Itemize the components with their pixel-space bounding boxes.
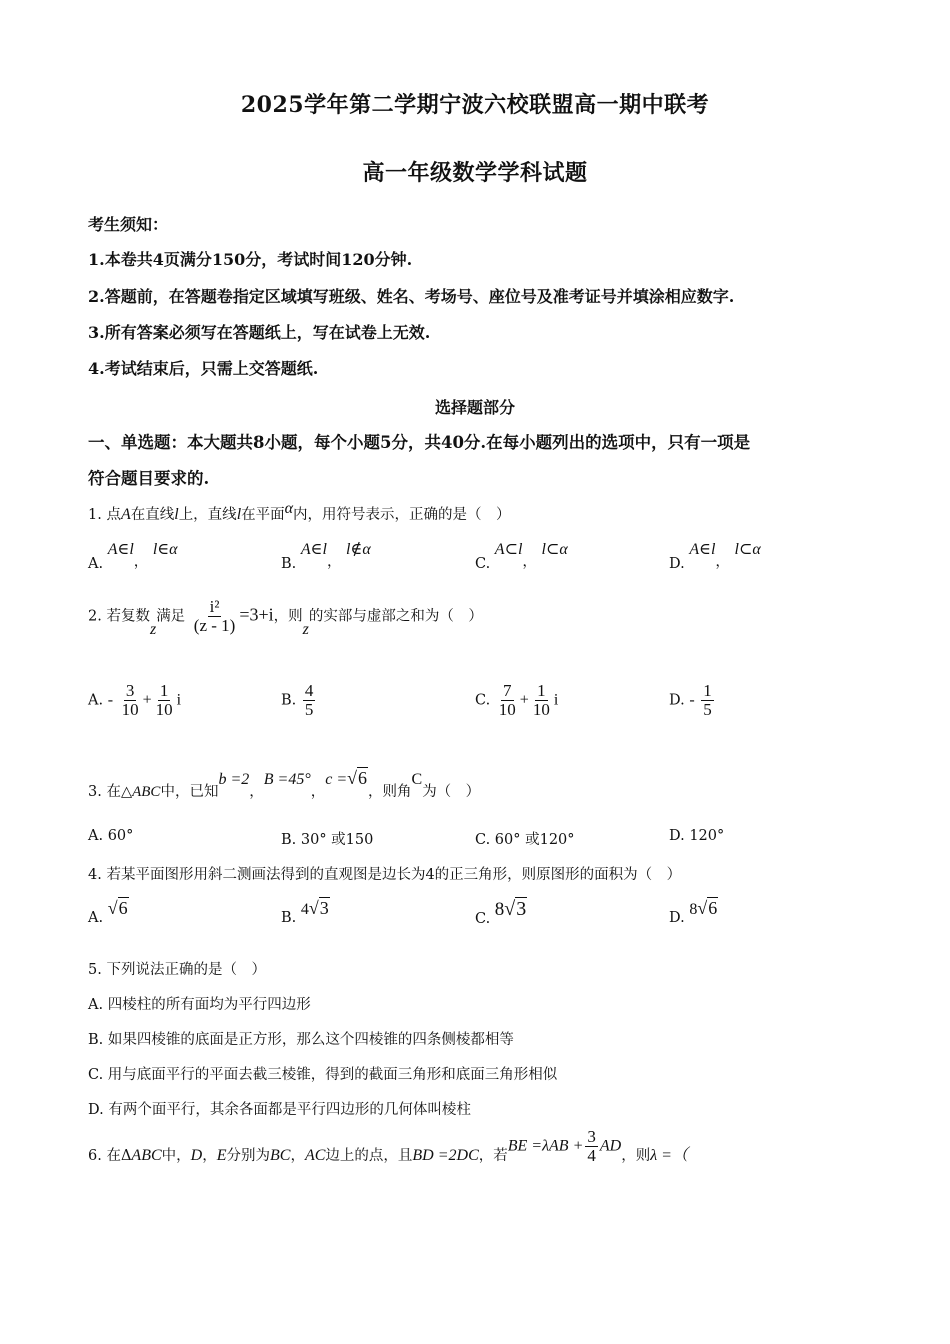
q1-option-c[interactable]: C. A⊂l， l⊂α (475, 541, 568, 572)
question-2-stem (88, 597, 483, 639)
option-fraction (154, 682, 175, 719)
exam-subtitle: 高一年级数学学科试题 (362, 160, 588, 186)
q3-given-c: c = (325, 771, 348, 788)
q1-line-l: l (174, 506, 179, 523)
option-fraction (120, 682, 141, 719)
q6-text: ， (202, 1148, 217, 1165)
q4-option-a[interactable] (88, 898, 129, 926)
q1-text: 在直线 (130, 507, 175, 523)
q6-vector-ad: AD (599, 1137, 622, 1155)
option-letter: D. (669, 556, 685, 572)
option-imag-unit: i (176, 691, 182, 709)
notice-item-4: 4.考试结束后，只需上交答题纸. (88, 359, 319, 378)
notice-item-2: 2.答题前，在答题卷指定区域填写班级、姓名、考场号、座位号及准考证号并填涂相应数字. (88, 287, 735, 306)
q5-option-a[interactable]: A. 四棱柱的所有面均为平行四边形 (88, 997, 311, 1013)
q6-triangle: ABC (131, 1147, 162, 1165)
q2-fraction (192, 598, 238, 635)
question-3-stem: 3. 在△ABC中，已知b =2，B =45°，c =√6，则角C为（ ） (88, 768, 481, 800)
option-letter: A. (88, 556, 104, 572)
fraction-numerator: 7 (503, 681, 512, 700)
option-sign: - (689, 691, 695, 709)
q3-sqrt: √6 (347, 768, 368, 788)
q3-text: 3. 在△ (88, 784, 133, 800)
q3-text: 为（ ） (422, 784, 481, 800)
option-letter: B. (281, 692, 297, 709)
q3-triangle: ABC (132, 784, 161, 800)
q2-text: 满足 (156, 608, 186, 625)
q2-option-d[interactable] (669, 682, 716, 719)
q6-text: ， (290, 1148, 305, 1165)
q2-text: 的实部与虚部之和为（ ） (308, 608, 483, 625)
q6-text: ，若 (478, 1148, 508, 1165)
q1-plane-alpha: α (284, 500, 294, 517)
option-coefficient: 8 (689, 901, 698, 918)
sqrt-radicand: 6 (708, 898, 718, 918)
q6-condition: BD =2DC (412, 1147, 479, 1165)
option-fraction (303, 682, 316, 719)
fraction-denominator: 4 (587, 1145, 596, 1165)
q3-option-b[interactable]: B. 30° 或150 (281, 832, 374, 848)
option-letter: C. (475, 556, 491, 572)
section-intro-line1: 一、单选题：本大题共8小题，每个小题5分，共40分.在每小题列出的选项中，只有一项是 (88, 433, 751, 452)
option-fraction (701, 682, 714, 719)
option-letter: B. (281, 910, 297, 926)
fraction-denominator: 10 (498, 699, 516, 719)
fraction-numerator: i² (209, 597, 220, 616)
option-math: A⊂l (494, 541, 523, 558)
q1-option-a[interactable]: A. A∈l， l∈α (88, 541, 178, 572)
question-6-stem (88, 1128, 688, 1165)
q6-segment-ac: AC (304, 1147, 326, 1165)
q3-given-b: b =2 (218, 771, 250, 788)
fraction-denominator: 5 (703, 699, 712, 719)
exam-title: 2025学年第二学期宁波六校联盟高一期中联考 (240, 92, 710, 118)
fraction-numerator: 1 (703, 681, 712, 700)
option-math: l∉α (346, 541, 371, 558)
option-math: l⊂α (734, 541, 761, 558)
fraction-numerator: 1 (159, 681, 169, 700)
q3-given-angle-b: B =45° (263, 771, 311, 788)
option-math: A∈l (300, 541, 327, 558)
q4-option-d[interactable] (669, 898, 718, 926)
q5-option-b[interactable]: B. 如果四棱锥的底面是正方形，那么这个四棱锥的四条侧棱都相等 (88, 1032, 514, 1048)
option-coefficient: 8 (494, 899, 505, 920)
q6-text: 中， (161, 1148, 191, 1165)
q3-option-d[interactable]: D. 120° (669, 828, 725, 844)
q2-option-b[interactable] (281, 682, 317, 719)
q3-text: 中，已知 (160, 784, 219, 800)
sqrt-radicand: 6 (358, 768, 368, 788)
option-plus: + (142, 691, 152, 709)
q6-text: 分别为 (226, 1148, 270, 1165)
fraction-denominator: 10 (121, 699, 139, 719)
fraction-denominator: (z - 1) (193, 615, 236, 635)
q2-text: ，则 (273, 608, 303, 625)
q1-line-l: l (236, 506, 242, 523)
option-fraction (531, 682, 552, 719)
fraction-numerator: 1 (537, 681, 546, 700)
q1-text: 内，用符号表示，正确的是（ ） (293, 507, 511, 523)
fraction-denominator: 5 (304, 699, 314, 719)
section-intro-line2: 符合题目要求的. (88, 469, 210, 488)
option-fraction (497, 682, 518, 719)
q6-text: ，则 (621, 1148, 651, 1165)
sqrt-radicand: 3 (516, 898, 527, 920)
option-letter: D. (669, 910, 685, 926)
section-heading: 选择题部分 (434, 398, 515, 417)
option-letter: C. (475, 911, 491, 927)
q6-lambda: λ =（ (650, 1147, 688, 1165)
q4-option-b[interactable] (281, 898, 330, 926)
q3-option-a[interactable]: A. 60° (88, 828, 134, 844)
option-math: A∈l (107, 541, 134, 558)
q6-point-d: D (190, 1147, 203, 1165)
q6-text: 6. 在Δ (88, 1148, 132, 1165)
fraction-numerator: 3 (587, 1127, 596, 1146)
option-sqrt: √3 (308, 898, 329, 918)
fraction-denominator: 10 (532, 699, 550, 719)
q4-option-c[interactable] (475, 898, 527, 927)
notice-heading: 考生须知： (88, 215, 169, 234)
q1-text: 1. 点 (88, 507, 121, 523)
q6-point-e: E (216, 1147, 227, 1165)
question-1-stem (88, 500, 511, 524)
option-sqrt: √6 (697, 898, 718, 918)
notice-item-3: 3.所有答案必须写在答题纸上，写在试卷上无效. (88, 323, 431, 342)
question-4-stem: 4. 若某平面图形用斜二测画法得到的直观图是边长为4的正三角形，则原图形的面积为（ ） (88, 867, 682, 883)
option-coefficient: 4 (300, 901, 309, 918)
option-math: l∈α (152, 541, 178, 558)
sqrt-radicand: 6 (118, 898, 128, 918)
fraction-denominator: 10 (155, 699, 173, 719)
q2-option-c[interactable] (475, 682, 558, 719)
notice-item-1: 1.本卷共4页满分150分，考试时间120分钟. (88, 250, 413, 269)
fraction-numerator: 3 (125, 681, 135, 700)
option-sign: - (107, 691, 114, 709)
option-math: l⊂α (541, 541, 568, 558)
option-plus: + (519, 691, 529, 709)
option-sqrt: √6 (107, 898, 128, 918)
option-sqrt: √3 (504, 898, 527, 920)
q3-text: ，则角 (368, 784, 412, 800)
q3-option-c[interactable]: C. 60° 或120° (475, 832, 575, 848)
option-letter: C. (475, 692, 491, 709)
q5-option-c[interactable]: C. 用与底面平行的平面去截三棱锥，得到的截面三角形和底面三角形相似 (88, 1067, 558, 1083)
question-5-stem: 5. 下列说法正确的是（ ） (88, 962, 266, 978)
q6-text: 边上的点，且 (325, 1148, 413, 1165)
q6-fraction (585, 1128, 598, 1165)
q5-option-d[interactable]: D. 有两个面平行，其余各面都是平行四边形的几何体叫棱柱 (88, 1102, 471, 1118)
q6-vector-eq: BE =λAB + (507, 1137, 584, 1155)
q1-option-b[interactable]: B. A∈l， l∉α (281, 541, 371, 572)
option-letter: D. (669, 692, 685, 709)
q1-option-d[interactable]: D. A∈l， l⊂α (669, 541, 761, 572)
q2-option-a[interactable] (88, 682, 181, 719)
q2-equation: =3+i (239, 604, 274, 625)
q2-var-z: z (149, 621, 157, 639)
option-math: A∈l (689, 541, 716, 558)
option-imag-unit: i (553, 691, 559, 709)
q6-segment-bc: BC (269, 1147, 291, 1165)
q2-text: 2. 若复数 (88, 608, 150, 625)
q1-point-a: A (120, 506, 131, 523)
q2-var-z: z (302, 621, 309, 639)
sqrt-radicand: 3 (319, 898, 329, 918)
q3-angle-c: C (411, 771, 423, 788)
fraction-numerator: 4 (304, 681, 314, 700)
option-letter: A. (88, 910, 104, 926)
q1-text: 在平面 (241, 507, 285, 523)
option-letter: B. (281, 556, 297, 572)
q1-text: 上，直线 (178, 507, 237, 523)
option-letter: A. (88, 692, 104, 709)
